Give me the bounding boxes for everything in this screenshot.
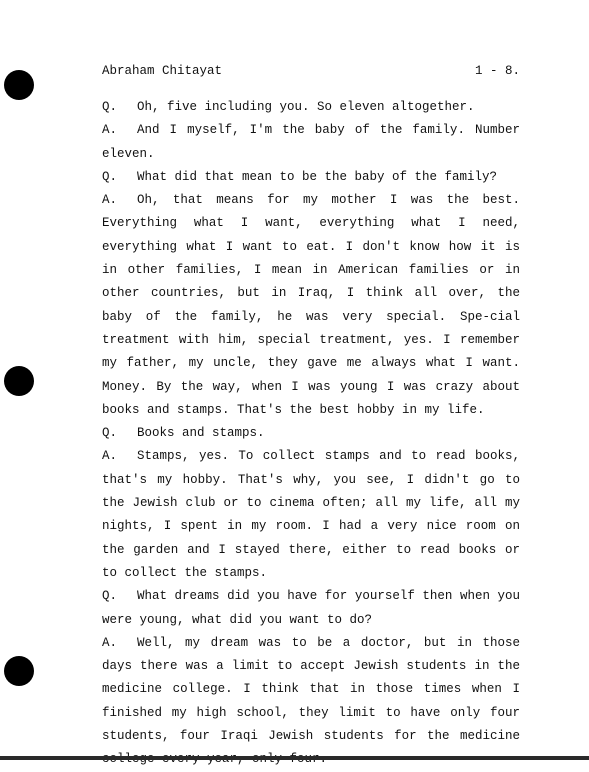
speaker-label: A. (102, 123, 118, 138)
paragraph-text: What dreams did you have for yourself then when you were young, what did you want to do? (102, 589, 520, 627)
speaker-label: A. (102, 193, 118, 208)
transcript-paragraph (102, 189, 520, 422)
paragraph-text: Oh, five including you. So eleven altogether. (137, 100, 475, 114)
page-number: 1 - 8. (474, 64, 520, 78)
paragraph-text: Oh, that means for my mother I was the best. Everything what I want, everything what I need, everything what I want to eat. I don't know how it is in other families, I mean in American families or in other countries, but in Iraq, I think all over, the baby of the family, he was very special. Spe-cial treatment with him, special treatment, yes. I remember my father, my uncle, they gave me always what I want. Money. By the way, when I was young I was crazy about books and stamps. That's the best hobby in my life. (102, 193, 520, 417)
speaker-label: Q. (102, 100, 118, 114)
transcript-paragraph (102, 166, 520, 189)
transcript-paragraph (102, 585, 520, 632)
speaker-label: Q. (102, 426, 118, 441)
paragraph-text: Well, my dream was to be a doctor, but in those days there was a limit to accept Jewish students in the medicine college. I think that in those times when I finished my high school, they limit to have only four students, four Iraqi Jewish students for the medicine (102, 635, 520, 744)
speaker-label: Q. (102, 169, 118, 184)
binder-hole (4, 70, 34, 100)
transcript-body (102, 96, 520, 772)
transcript-paragraph (102, 96, 520, 119)
paragraph-text: What did that mean to be the baby of the family? (137, 169, 498, 184)
speaker-label: A. (102, 449, 118, 464)
binder-hole (4, 656, 34, 686)
transcript-paragraph (102, 632, 520, 772)
binder-hole (4, 366, 34, 396)
transcript-paragraph (102, 119, 520, 166)
paragraph-text: Books and stamps. (137, 426, 265, 441)
scan-edge (0, 756, 589, 760)
paragraph-text: Stamps, yes. To collect stamps and to read books, that's my hobby. That's why, you see, I didn't go to the Jewish club or to cinema often; all my life, all my nights, I spent in my room. I had a very nice room on the garden and I stayed there, either to read books or to collect the stamps. (102, 449, 520, 580)
transcript-paragraph (102, 422, 520, 445)
speaker-label: Q. (102, 589, 118, 604)
speaker-label: A. (102, 635, 118, 650)
paragraph-text: And I myself, I'm the baby of the family. Number eleven. (102, 123, 520, 161)
interviewee-name: Abraham Chitayat (102, 64, 223, 78)
transcript-paragraph (102, 445, 520, 585)
